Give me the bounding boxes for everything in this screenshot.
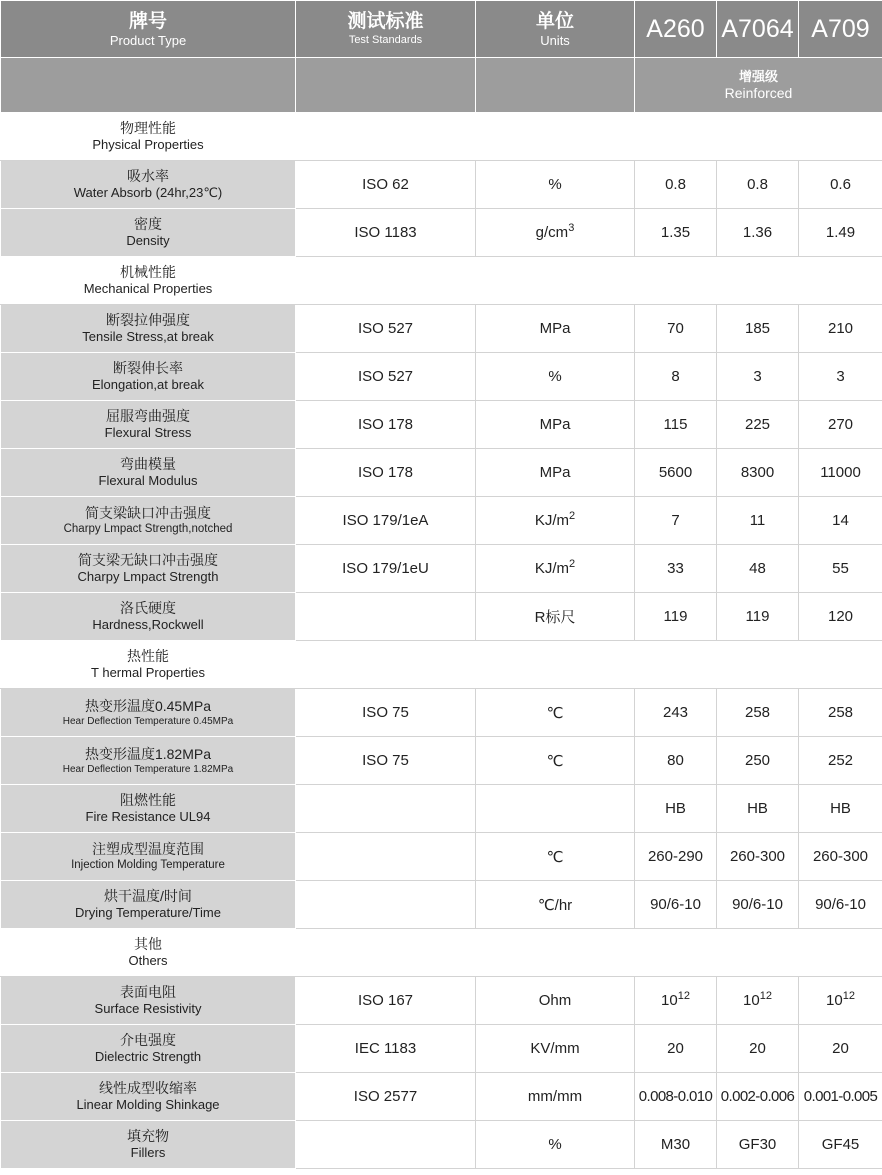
value-text: 5600 [658,464,693,481]
unit-text: % [548,1136,562,1153]
test-standard: ISO 1183 [296,209,476,257]
category-row [1,58,882,113]
section-spacer [296,641,882,689]
value-text: HB [747,800,768,817]
property-name-zh: 洛氏硬度 [120,600,176,616]
section-row [1,257,882,305]
test-standard: ISO 179/1eU [296,545,476,593]
property-name-en: Drying Temperature/Time [75,905,221,920]
value-text: 10 [661,992,678,1009]
product-type-zh: 牌号 [128,10,167,32]
value-text: 119 [745,608,770,625]
property-name-en: Hear Deflection Temperature 0.45MPa [62,715,234,727]
test-standard: ISO 2577 [296,1073,476,1121]
section-title-en: Physical Properties [92,137,204,152]
value-text: 0.6 [830,176,851,193]
value-text: 252 [827,752,854,769]
value-cell [635,545,717,593]
unit-text: KV/mm [530,1040,580,1057]
value-exponent: 12 [759,990,772,1002]
section-title [1,257,296,305]
test-standard [296,785,476,833]
section-spacer [296,929,882,977]
property-name-zh: 热变形温度0.45MPa [84,697,212,714]
test-standard: ISO 178 [296,401,476,449]
unit-text: ℃/hr [537,896,573,914]
value-text: 20 [832,1040,849,1057]
value-cell [717,689,799,737]
property-name-en: Injection Molding Temperature [71,859,225,871]
value-cell [635,689,717,737]
property-name [1,353,296,401]
section-row [1,113,882,161]
value-cell [717,545,799,593]
section-row [1,641,882,689]
value-cell [635,497,717,545]
header-row [1,1,882,58]
value-cell [799,353,882,401]
value-cell [799,1073,882,1121]
unit [476,353,635,401]
unit-text: ℃ [546,848,564,866]
test-standard: ISO 75 [296,689,476,737]
category-zh: 增强级 [738,69,778,84]
property-name-zh: 填充物 [127,1128,169,1144]
value-exponent: 12 [677,990,690,1002]
property-name [1,209,296,257]
value-cell [635,161,717,209]
value-cell [635,353,717,401]
section-spacer [296,257,882,305]
value-text: 33 [667,560,684,577]
section-title [1,641,296,689]
property-name [1,1073,296,1121]
value-cell [799,785,882,833]
value-text: 0.008-0.010 [638,1088,713,1105]
product-type-header [1,1,296,58]
value-cell [799,161,882,209]
value-text: 185 [744,320,771,337]
value-cell [635,209,717,257]
section-title [1,929,296,977]
section-title-en: Others [128,953,168,968]
property-name [1,305,296,353]
unit-text: KJ/m [534,512,570,529]
table-row [1,545,882,593]
value-cell [635,833,717,881]
property-name-zh: 断裂拉伸强度 [106,312,190,328]
value-text: 11 [749,512,766,529]
value-text: 250 [744,752,771,769]
value-cell [799,401,882,449]
property-name-zh: 烘干温度/时间 [104,888,192,904]
value-cell [799,545,882,593]
property-name-zh: 密度 [134,216,162,232]
test-standard: IEC 1183 [296,1025,476,1073]
value-text: 270 [827,416,854,433]
value-text: 80 [667,752,684,769]
value-text: 7 [671,512,680,529]
test-standard [296,881,476,929]
value-cell [635,1121,717,1169]
value-cell [799,977,882,1025]
unit [476,305,635,353]
table-row [1,161,882,209]
unit [476,161,635,209]
unit-exponent: 3 [568,222,575,234]
value-text: GF30 [738,1136,777,1153]
units-header [476,1,635,58]
value-cell [799,305,882,353]
test-standard: ISO 527 [296,353,476,401]
value-cell [717,353,799,401]
unit [476,593,635,641]
section-title-zh: 其他 [134,936,162,952]
property-name-en: Density [126,233,170,248]
table-row [1,977,882,1025]
value-cell [799,497,882,545]
table-row [1,593,882,641]
property-name-en: Water Absorb (24hr,23℃) [73,185,223,200]
section-title-zh: 热性能 [127,648,169,664]
grade-header-a709: A709 [799,1,882,58]
value-cell [717,737,799,785]
section-title-en: Mechanical Properties [83,281,213,296]
value-text: 90/6-10 [732,896,783,913]
test-standard [296,593,476,641]
value-text: 1.36 [742,224,773,241]
property-name [1,161,296,209]
property-name-en: Fire Resistance UL94 [85,809,211,824]
unit-text: ℃ [546,704,564,722]
property-name-en: Dielectric Strength [94,1049,202,1064]
property-name-en: Tensile Stress,at break [82,329,214,344]
value-text: 48 [749,560,766,577]
unit-text: mm/mm [527,1088,583,1105]
unit-text: g/cm [535,224,569,241]
value-cell [799,1121,882,1169]
value-text: 260-300 [729,848,786,865]
value-text: 0.8 [747,176,768,193]
value-text: M30 [660,1136,691,1153]
table-row [1,881,882,929]
section-title [1,113,296,161]
table-row [1,737,882,785]
property-name [1,1121,296,1169]
value-cell [717,977,799,1025]
property-name [1,737,296,785]
test-standard: ISO 75 [296,737,476,785]
value-text: 8 [671,368,680,385]
property-name [1,1025,296,1073]
unit-exponent: 2 [569,558,576,570]
property-name [1,497,296,545]
test-standard: ISO 62 [296,161,476,209]
product-type-en: Product Type [109,32,187,48]
property-name-zh: 介电强度 [120,1032,176,1048]
value-cell [799,737,882,785]
value-text: 8300 [740,464,775,481]
value-cell [635,737,717,785]
unit-text: % [548,368,562,385]
unit [476,1121,635,1169]
table-row [1,785,882,833]
value-cell [717,833,799,881]
value-text: 119 [663,608,688,625]
property-name-zh: 热变形温度1.82MPa [84,745,212,762]
table-body [1,113,882,1169]
value-cell [799,833,882,881]
value-text: HB [665,800,686,817]
property-name-zh: 屈服弯曲强度 [106,408,190,424]
value-text: 3 [753,368,762,385]
test-standards-header [296,1,476,58]
unit [476,1073,635,1121]
value-text: 90/6-10 [815,896,866,913]
value-text: 55 [832,560,849,577]
value-cell [635,449,717,497]
value-cell [799,449,882,497]
value-cell [717,1121,799,1169]
table-row [1,1121,882,1169]
value-cell [635,593,717,641]
property-name-en: Elongation,at break [91,377,205,392]
unit [476,1025,635,1073]
value-text: 115 [663,416,688,433]
section-title-zh: 机械性能 [120,264,176,280]
unit [476,209,635,257]
value-text: 225 [744,416,771,433]
property-name-en: Hear Deflection Temperature 1.82MPa [62,763,234,775]
value-cell [799,593,882,641]
property-name-zh: 表面电阻 [120,984,176,1000]
value-cell [799,209,882,257]
units-zh: 单位 [535,10,574,32]
unit [476,977,635,1025]
value-cell [799,881,882,929]
value-cell [635,1073,717,1121]
unit-text: MPa [539,320,571,337]
value-text: 20 [749,1040,766,1057]
table-row [1,401,882,449]
standards-zh: 测试标准 [347,10,424,32]
test-standard: ISO 179/1eA [296,497,476,545]
property-name [1,449,296,497]
table-row [1,689,882,737]
unit [476,737,635,785]
value-cell [717,881,799,929]
property-name-zh: 吸水率 [127,168,169,184]
test-standard: ISO 167 [296,977,476,1025]
unit [476,689,635,737]
value-cell [717,593,799,641]
value-cell [635,977,717,1025]
value-cell [635,1025,717,1073]
unit-text: MPa [539,416,571,433]
property-name-zh: 线性成型收缩率 [99,1080,197,1096]
standards-en: Test Standards [348,33,423,46]
table-row [1,305,882,353]
table-row [1,449,882,497]
value-cell [717,1073,799,1121]
table-row [1,1025,882,1073]
grade-header-a260: A260 [635,1,717,58]
property-name-zh: 注塑成型温度范围 [92,841,204,857]
value-cell [799,689,882,737]
section-spacer [296,113,882,161]
value-text: 258 [744,704,771,721]
value-exponent: 12 [842,990,855,1002]
unit-text: R标尺 [534,609,576,626]
value-text: 243 [662,704,689,721]
value-cell [799,1025,882,1073]
property-name-zh: 简支梁缺口冲击强度 [85,505,211,521]
property-name-en: Linear Molding Shinkage [76,1097,220,1112]
property-name [1,785,296,833]
unit [476,497,635,545]
property-name [1,401,296,449]
property-name-en: Hardness,Rockwell [92,617,204,632]
unit [476,545,635,593]
value-text: 20 [667,1040,684,1057]
table-row [1,497,882,545]
property-name-en: Flexural Stress [104,425,192,440]
unit [476,833,635,881]
value-text: 258 [827,704,854,721]
value-cell [717,1025,799,1073]
value-text: 260-300 [812,848,869,865]
value-text: 11000 [820,464,861,481]
value-text: 260-290 [647,848,704,865]
units-en: Units [540,32,570,48]
test-standard [296,1121,476,1169]
property-name [1,593,296,641]
property-name-en: Charpy Lmpact Strength,notched [63,523,233,535]
property-name-en: Fillers [130,1145,166,1160]
section-row [1,929,882,977]
category-blank-2 [296,58,476,113]
unit [476,881,635,929]
unit [476,401,635,449]
unit [476,785,635,833]
value-cell [717,401,799,449]
property-name [1,545,296,593]
property-name [1,833,296,881]
value-text: 0.001-0.005 [803,1088,878,1105]
test-standard: ISO 527 [296,305,476,353]
value-text: 1.35 [660,224,691,241]
test-standard: ISO 178 [296,449,476,497]
property-name-zh: 简支梁无缺口冲击强度 [78,552,218,568]
category-en: Reinforced [724,85,793,101]
unit-text: Ohm [538,992,572,1009]
test-standard [296,833,476,881]
value-text: HB [830,800,851,817]
unit [476,449,635,497]
value-cell [635,881,717,929]
property-name [1,977,296,1025]
value-text: 120 [827,608,854,625]
value-cell [635,305,717,353]
unit-text: MPa [539,464,571,481]
property-name [1,881,296,929]
value-text: 70 [667,320,684,337]
value-cell [717,305,799,353]
category-header [635,58,882,113]
value-cell [717,449,799,497]
table-row [1,1073,882,1121]
unit-text: KJ/m [534,560,570,577]
value-text: 90/6-10 [650,896,701,913]
value-text: 14 [832,512,849,529]
value-cell [717,209,799,257]
property-name-en: Flexural Modulus [98,473,198,488]
table-row [1,833,882,881]
unit-text: ℃ [546,752,564,770]
property-name-en: Surface Resistivity [94,1001,202,1016]
value-cell [635,785,717,833]
category-blank-3 [476,58,635,113]
value-cell [717,785,799,833]
unit-exponent: 2 [569,510,576,522]
property-name-zh: 弯曲模量 [120,456,176,472]
value-text: 0.8 [665,176,686,193]
unit-text: % [548,176,562,193]
value-text: 10 [826,992,843,1009]
value-text: 0.002-0.006 [720,1088,795,1105]
property-name [1,689,296,737]
value-cell [717,161,799,209]
value-text: 3 [836,368,845,385]
value-text: GF45 [821,1136,860,1153]
value-text: 10 [743,992,760,1009]
property-name-zh: 断裂伸长率 [113,360,183,376]
property-name-en: Charpy Lmpact Strength [77,569,219,584]
section-title-zh: 物理性能 [120,120,176,136]
section-title-en: T hermal Properties [91,665,205,680]
property-name-zh: 阻燃性能 [120,792,176,808]
table-row [1,353,882,401]
value-cell [635,401,717,449]
value-cell [717,497,799,545]
category-blank-1 [1,58,296,113]
table-row [1,209,882,257]
value-text: 1.49 [825,224,856,241]
value-text: 210 [827,320,854,337]
grade-header-a7064: A7064 [717,1,799,58]
